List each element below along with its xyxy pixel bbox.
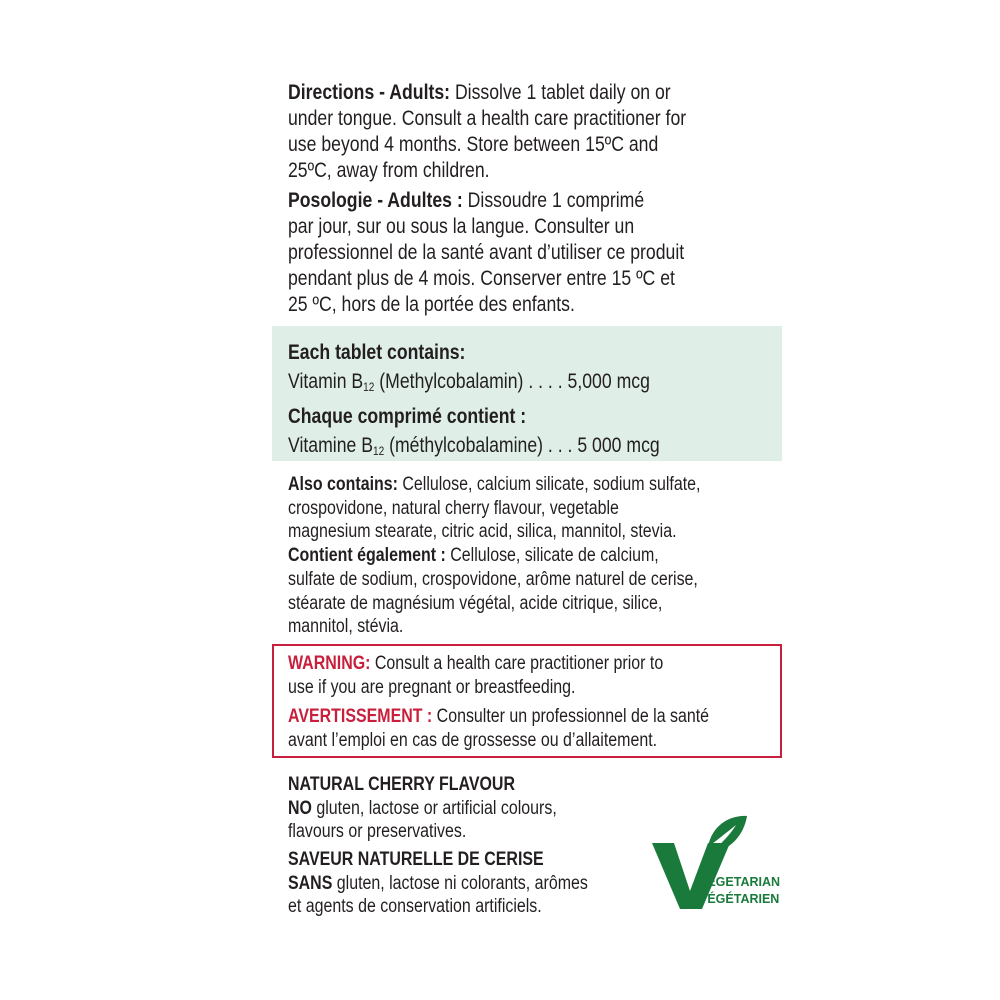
medicinal-ingredients-box xyxy=(272,326,782,461)
directions-en-heading: Directions - Adults: xyxy=(288,81,451,104)
vegetarian-badge xyxy=(650,813,780,913)
flavour-claims-en: NATURAL CHERRY FLAVOUR NO gluten, lactose or artificial colours, flavours or preservatives. xyxy=(288,774,557,843)
warning-en: WARNING: Consult a health care practitioner prior to use if you are pregnant or breastfeeding. xyxy=(288,653,664,698)
warning-en-heading: WARNING: xyxy=(288,653,371,674)
badge-line2: VÉGÉTARIEN xyxy=(699,892,780,906)
warning-fr: AVERTISSEMENT : Consulter un professionnel de la santé avant l’emploi en cas de grossesse ou d’allaitement. xyxy=(288,706,710,751)
badge-line1: VEGETARIAN xyxy=(699,875,780,889)
ingredients-en-heading: Each tablet contains: xyxy=(288,341,466,364)
also-en-heading: Also contains: xyxy=(288,474,398,495)
warning-fr-heading: AVERTISSEMENT : xyxy=(288,706,433,727)
directions-en: Directions - Adults: Dissolve 1 tablet daily on or under tongue. Consult a health care practitioner for use beyond 4 months. Store between 15ºC and 25ºC, away from children. xyxy=(288,81,687,182)
also-fr-heading: Contient également : xyxy=(288,545,446,567)
directions-fr-heading: Posologie - Adultes : xyxy=(288,189,463,212)
directions-fr: Posologie - Adultes : Dissoudre 1 comprimé par jour, sur ou sous la langue. Consulter un professionnel de la santé avant d’utiliser ce produit pendant plus de 4 mois. Conserver entre 15 ºC et 25 ºC, hors de la portée des enfants. xyxy=(288,189,685,316)
warning-box xyxy=(272,644,782,758)
vegetarian-leaf-icon xyxy=(650,813,780,913)
flavour-en-title: NATURAL CHERRY FLAVOUR xyxy=(288,774,515,795)
ingredients-text: Each tablet contains: Vitamin $B_{12}$ (Methylcobalamin) . . . . 5,000 mcg Chaque comprimé contient : Vitamine $B_{12}$ (méthylcobalamine) . . . 5 000 mcg xyxy=(288,341,660,458)
flavour-claims-fr: SAVEUR NATURELLE DE CERISE SANS gluten, lactose ni colorants, arômes et agents de conservation artificiels. xyxy=(288,849,588,918)
flavour-fr-title: SAVEUR NATURELLE DE CERISE xyxy=(288,849,544,870)
non-medicinal-ingredients: Also contains: Cellulose, calcium silicate, sodium sulfate, crospovidone, natural cherry flavour, vegetable magnesium stearate, citric acid, silica, mannitol, stevia. Contient également : Cellulose, silicate de calcium, sulfate de sodium, crospovidone, arôme naturel de cerise, stéarate de magnésium végétal, acide citrique, silice, mannitol, stévia. xyxy=(288,474,701,638)
ingredients-fr-heading: Chaque comprimé contient : xyxy=(288,405,527,428)
